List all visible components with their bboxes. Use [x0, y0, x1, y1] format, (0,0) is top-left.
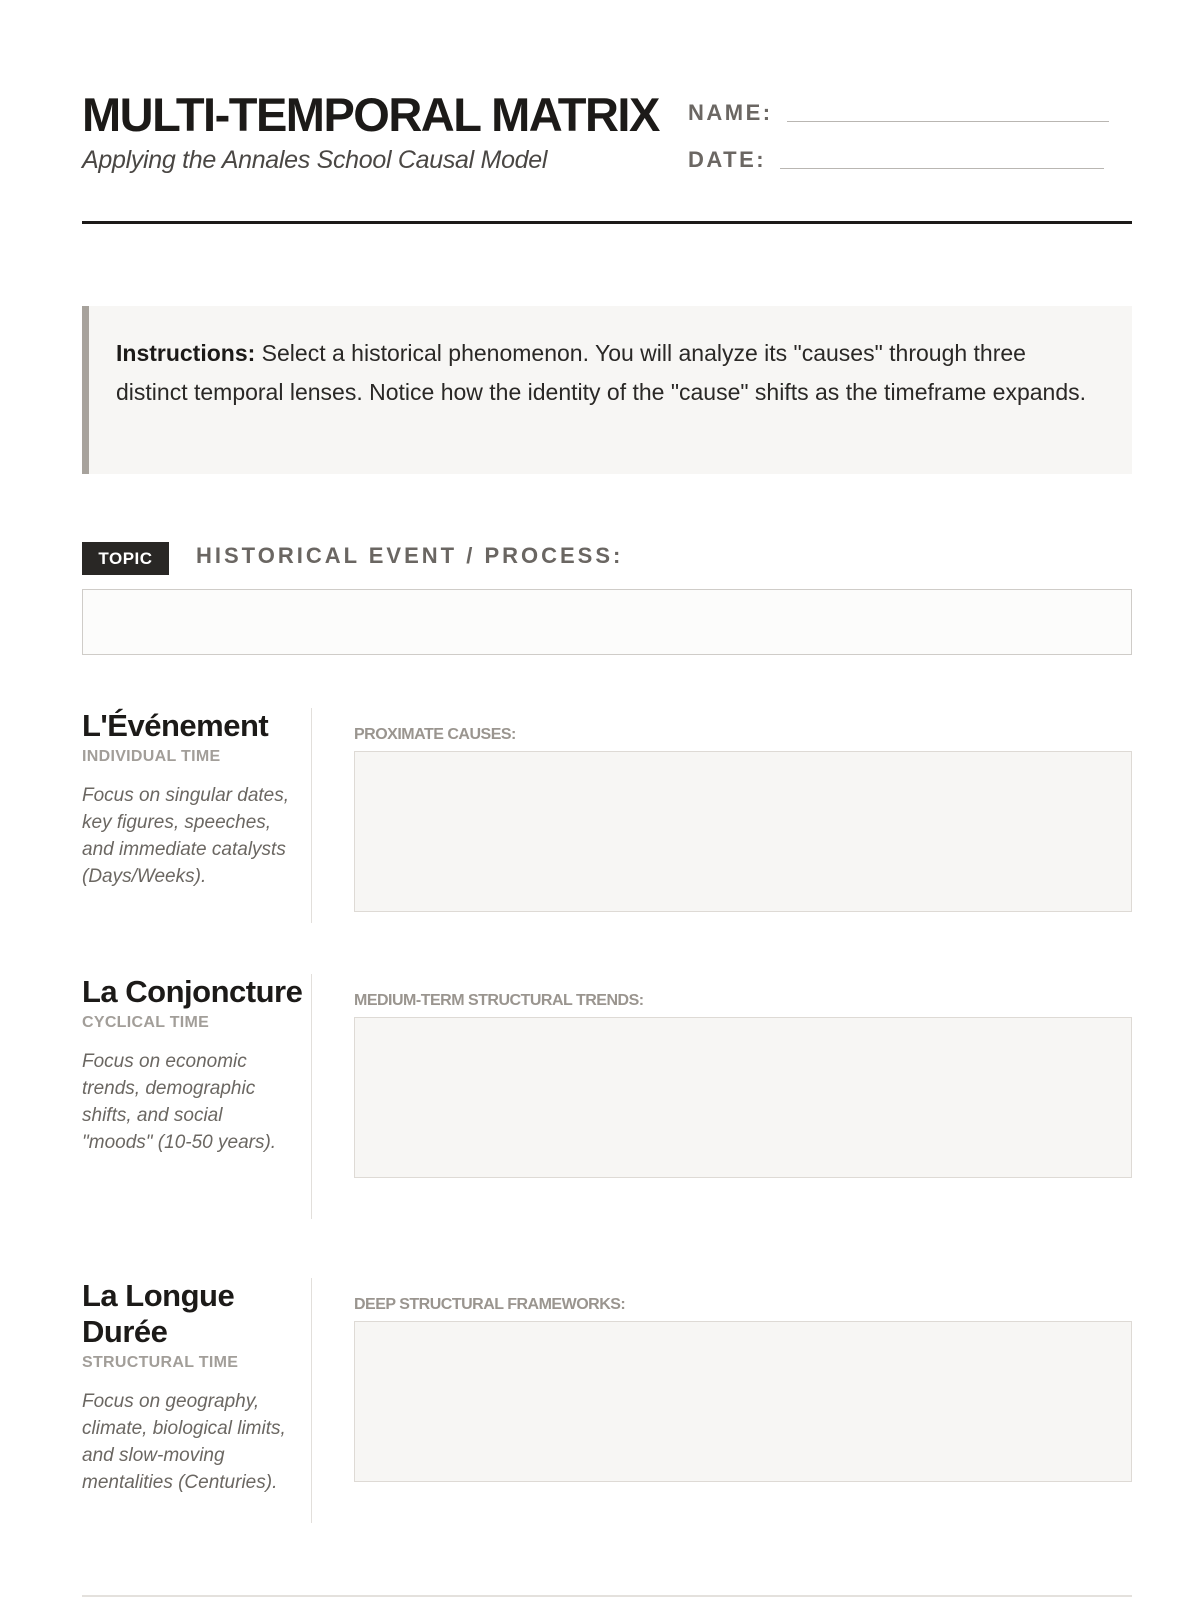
section-title: La Conjoncture — [82, 974, 303, 1009]
page-title: MULTI-TEMPORAL MATRIX — [82, 88, 659, 141]
proximate-causes-input[interactable] — [354, 751, 1132, 912]
date-label: DATE: — [688, 147, 767, 172]
medium-term-trends-input[interactable] — [354, 1017, 1132, 1178]
section-conjoncture-info — [82, 974, 312, 1219]
instructions-lead: Instructions: — [116, 340, 256, 366]
worksheet-page — [82, 0, 1132, 1600]
medium-term-trends-label: MEDIUM-TERM STRUCTURAL TRENDS: — [354, 992, 644, 1009]
section-evenement — [82, 708, 1132, 923]
name-field — [688, 100, 1109, 126]
instructions-text: Select a historical phenomenon. You will analyze its "causes" through three distinct temporal lenses. Notice how the identity of the "cause" shifts as the timeframe expands. — [116, 340, 1087, 405]
section-time-scale: INDIVIDUAL TIME — [82, 748, 221, 765]
section-conjoncture — [82, 974, 1132, 1219]
section-description: Focus on geography, climate, biological limits, and slow-moving mentalities (Centuries). — [82, 1391, 286, 1493]
instructions-box — [82, 306, 1132, 474]
date-field — [688, 147, 1104, 173]
page-subtitle: Applying the Annales School Causal Model — [82, 146, 548, 174]
section-longue-duree — [82, 1278, 1132, 1523]
topic-badge: TOPIC — [82, 542, 169, 575]
date-input-line[interactable] — [780, 167, 1104, 169]
footer-divider — [82, 1595, 1132, 1597]
section-description: Focus on singular dates, key figures, speeches, and immediate catalysts (Days/Weeks). — [82, 785, 290, 887]
section-title: L'Événement — [82, 708, 269, 743]
section-longue-duree-info — [82, 1278, 312, 1523]
header-divider — [82, 221, 1132, 224]
deep-frameworks-label: DEEP STRUCTURAL FRAMEWORKS: — [354, 1296, 626, 1313]
name-label: NAME: — [688, 100, 773, 125]
name-input-line[interactable] — [787, 120, 1109, 122]
section-evenement-info — [82, 708, 312, 923]
deep-frameworks-input[interactable] — [354, 1321, 1132, 1482]
topic-input[interactable] — [82, 589, 1132, 655]
section-time-scale: CYCLICAL TIME — [82, 1014, 210, 1031]
section-title: La Longue Durée — [82, 1278, 235, 1349]
section-time-scale: STRUCTURAL TIME — [82, 1354, 239, 1371]
proximate-causes-label: PROXIMATE CAUSES: — [354, 726, 516, 743]
topic-label: HISTORICAL EVENT / PROCESS: — [196, 543, 624, 568]
section-description: Focus on economic trends, demographic shifts, and social "moods" (10-50 years). — [82, 1051, 277, 1153]
